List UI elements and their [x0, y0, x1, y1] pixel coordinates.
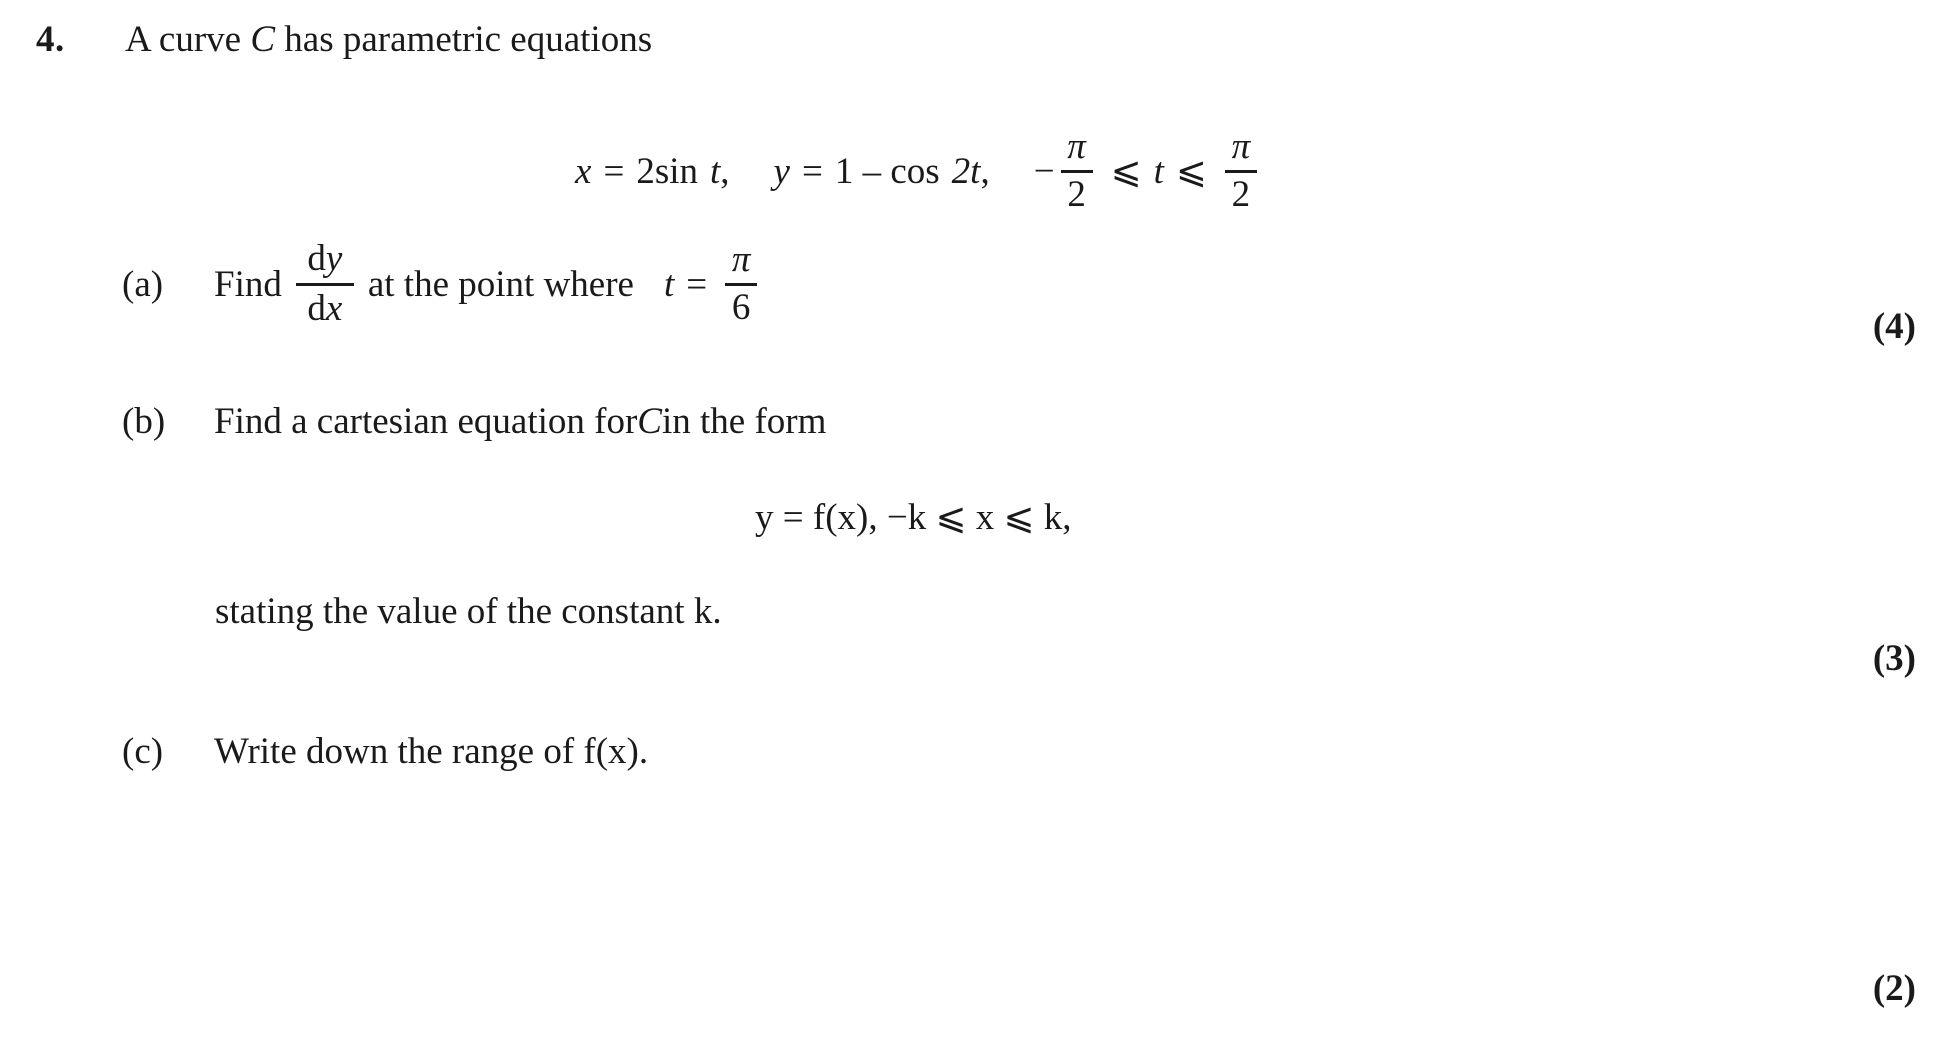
- part-b-stating-text: stating the value of the constant k.: [215, 591, 722, 632]
- fraction-pi-over-2-left: [1061, 128, 1093, 215]
- equation-y-lhs: y: [773, 150, 790, 192]
- domain-variable-t: t: [1153, 150, 1164, 192]
- marks-part-b: (3): [1872, 638, 1916, 679]
- derivative-denominator: dx: [307, 287, 343, 329]
- question-stem: [125, 18, 652, 61]
- parametric-equations-display: [575, 128, 1263, 215]
- fraction-bar: [725, 283, 757, 286]
- derivative-numerator: dy: [307, 238, 343, 279]
- part-a-text-after: at the point where: [367, 263, 634, 305]
- fraction-bar: [1225, 170, 1257, 173]
- equation-y-equals: =: [801, 150, 823, 192]
- part-c: [122, 730, 648, 773]
- fraction-denominator: 2: [1231, 173, 1251, 215]
- derivative-dy-dx: [296, 240, 354, 329]
- part-c-text: Write down the range of f(x).: [214, 731, 649, 772]
- fraction-bar: [1061, 170, 1093, 173]
- stem-prefix: A curve: [125, 19, 251, 60]
- part-b-text-2: in the form: [661, 401, 827, 442]
- part-c-label: (c): [122, 731, 164, 772]
- part-a-variable-t: t: [663, 263, 675, 305]
- stem-curve-variable: C: [250, 19, 276, 60]
- equation-x-equals: =: [603, 150, 625, 192]
- fraction-numerator: π: [1231, 126, 1251, 167]
- equation-x-rhs: 2sin: [636, 150, 698, 192]
- equation-x-variable: t: [710, 150, 721, 192]
- fraction-numerator: π: [731, 239, 751, 280]
- equation-x-lhs: x: [575, 150, 592, 192]
- part-a-label: (a): [122, 263, 164, 305]
- domain-le-1: ⩽: [1110, 151, 1142, 193]
- fraction-pi-over-6: [725, 241, 757, 328]
- domain-le-2: ⩽: [1175, 151, 1207, 193]
- equation-y-rhs: 1 – cos: [834, 150, 940, 192]
- fraction-pi-over-2-right: [1225, 128, 1257, 215]
- equation-y-argument: 2t: [951, 150, 981, 192]
- part-a: [122, 240, 763, 329]
- marks-part-c: (2): [1872, 968, 1916, 1009]
- fraction-numerator: π: [1067, 126, 1086, 167]
- fraction-denominator: 2: [1067, 173, 1086, 215]
- fraction-denominator: 6: [731, 286, 751, 328]
- stem-suffix: has parametric equations: [275, 19, 653, 60]
- domain-minus-sign: −: [1033, 150, 1055, 192]
- part-b-label: (b): [122, 401, 166, 442]
- part-b-text: Find a cartesian equation for: [214, 401, 638, 442]
- marks-part-a: (4): [1872, 306, 1916, 347]
- part-b: [122, 400, 826, 443]
- equation-comma-2: ,: [980, 150, 990, 192]
- derivative-bar: [296, 283, 354, 286]
- part-a-equals: =: [686, 263, 708, 305]
- question-number: 4.: [36, 19, 65, 60]
- equation-comma-1: ,: [720, 150, 730, 192]
- cartesian-form-display: y = f(x), −k ⩽ x ⩽ k,: [755, 497, 1072, 538]
- part-b-curve-variable: C: [637, 401, 662, 442]
- part-a-text-before: Find: [214, 263, 282, 305]
